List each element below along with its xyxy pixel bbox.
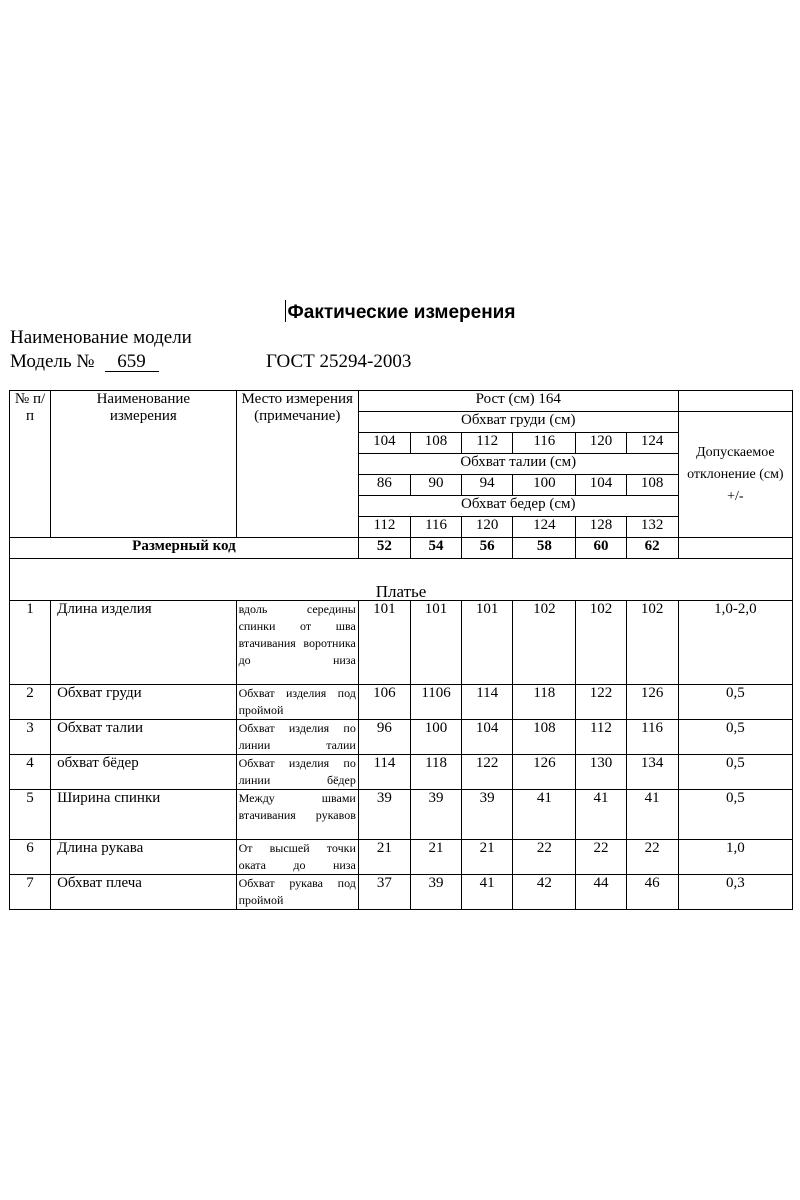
measurement-value: 41 xyxy=(576,790,626,840)
measurement-value: 102 xyxy=(626,601,678,685)
chest-value: 108 xyxy=(410,433,461,454)
size-code-empty xyxy=(678,538,792,559)
table-row xyxy=(10,720,793,755)
measurement-value: 41 xyxy=(513,790,576,840)
chest-value: 116 xyxy=(513,433,576,454)
col-header-num: № п/п xyxy=(10,391,51,538)
row-number: 1 xyxy=(10,601,51,685)
measurement-value: 96 xyxy=(358,720,410,755)
table-row xyxy=(10,601,793,685)
waist-value: 100 xyxy=(513,475,576,496)
waist-value: 90 xyxy=(410,475,461,496)
measurement-value: 101 xyxy=(358,601,410,685)
measurement-value: 134 xyxy=(626,755,678,790)
tolerance-value: 0,5 xyxy=(678,755,792,790)
measurement-name: Длина изделия xyxy=(51,601,236,685)
chest-value: 112 xyxy=(462,433,513,454)
size-code: 56 xyxy=(462,538,513,559)
size-code-row xyxy=(10,538,793,559)
chest-header: Обхват груди (см) xyxy=(358,412,678,433)
measurement-value: 100 xyxy=(410,720,461,755)
table-row xyxy=(10,790,793,840)
measurement-value: 22 xyxy=(626,840,678,875)
measurement-value: 126 xyxy=(626,685,678,720)
text-cursor xyxy=(285,300,286,322)
row-number: 7 xyxy=(10,875,51,910)
measurement-value: 1106 xyxy=(410,685,461,720)
height-header: Рост (см) 164 xyxy=(358,391,678,412)
measurement-value: 114 xyxy=(358,755,410,790)
measurement-name: Обхват талии xyxy=(51,720,236,755)
row-number: 4 xyxy=(10,755,51,790)
table-row xyxy=(10,875,793,910)
measurement-value: 41 xyxy=(462,875,513,910)
measurement-value: 21 xyxy=(462,840,513,875)
measurement-value: 37 xyxy=(358,875,410,910)
measurement-value: 101 xyxy=(410,601,461,685)
measurement-value: 122 xyxy=(462,755,513,790)
measurement-place: Обхват изделия по линии талии xyxy=(236,720,358,755)
section-title: Платье xyxy=(10,559,793,601)
gost-standard: ГОСТ 25294-2003 xyxy=(266,351,412,372)
size-code-label: Размерный код xyxy=(10,538,359,559)
measurement-value: 118 xyxy=(513,685,576,720)
measurement-value: 101 xyxy=(462,601,513,685)
measurement-place: Обхват изделия под проймой xyxy=(236,685,358,720)
tolerance-value: 0,5 xyxy=(678,685,792,720)
measurement-place: Между швами втачивания рукавов xyxy=(236,790,358,840)
hips-header: Обхват бедер (см) xyxy=(358,496,678,517)
tolerance-value: 1,0-2,0 xyxy=(678,601,792,685)
title-text: Фактические измерения xyxy=(287,302,516,323)
model-number: 659 xyxy=(105,353,159,372)
measurements-table xyxy=(9,390,793,910)
waist-header: Обхват талии (см) xyxy=(358,454,678,475)
measurement-value: 130 xyxy=(576,755,626,790)
measurement-value: 39 xyxy=(358,790,410,840)
tolerance-value: 1,0 xyxy=(678,840,792,875)
hips-value: 116 xyxy=(410,517,461,538)
measurement-value: 21 xyxy=(410,840,461,875)
row-number: 6 xyxy=(10,840,51,875)
waist-value: 86 xyxy=(358,475,410,496)
measurement-value: 44 xyxy=(576,875,626,910)
waist-value: 104 xyxy=(576,475,626,496)
tolerance-value: 0,5 xyxy=(678,720,792,755)
waist-value: 108 xyxy=(626,475,678,496)
size-code: 62 xyxy=(626,538,678,559)
hips-value: 132 xyxy=(626,517,678,538)
measurement-value: 108 xyxy=(513,720,576,755)
model-name-label: Наименование модели xyxy=(10,327,192,348)
page-title xyxy=(0,300,800,324)
measurement-value: 39 xyxy=(410,875,461,910)
measurement-value: 104 xyxy=(462,720,513,755)
tolerance-header-top xyxy=(678,391,792,412)
table-row xyxy=(10,685,793,720)
col-header-name: Наименование измерения xyxy=(51,391,236,538)
chest-value: 120 xyxy=(576,433,626,454)
table-row xyxy=(10,840,793,875)
measurement-value: 102 xyxy=(513,601,576,685)
measurement-name: обхват бёдер xyxy=(51,755,236,790)
hips-value: 112 xyxy=(358,517,410,538)
measurement-value: 114 xyxy=(462,685,513,720)
tolerance-header: Допускаемое отклонение (см) +/- xyxy=(678,412,792,538)
tolerance-value: 0,3 xyxy=(678,875,792,910)
measurement-value: 22 xyxy=(513,840,576,875)
chest-value: 124 xyxy=(626,433,678,454)
measurement-name: Длина рукава xyxy=(51,840,236,875)
hips-value: 128 xyxy=(576,517,626,538)
measurement-value: 116 xyxy=(626,720,678,755)
row-number: 3 xyxy=(10,720,51,755)
size-code: 60 xyxy=(576,538,626,559)
waist-value: 94 xyxy=(462,475,513,496)
chest-value: 104 xyxy=(358,433,410,454)
measurement-name: Ширина спинки xyxy=(51,790,236,840)
measurement-value: 46 xyxy=(626,875,678,910)
model-number-label: Модель № xyxy=(10,351,95,372)
measurement-value: 42 xyxy=(513,875,576,910)
size-code: 58 xyxy=(513,538,576,559)
measurement-place: Обхват рукава под проймой xyxy=(236,875,358,910)
measurement-value: 102 xyxy=(576,601,626,685)
model-number-line xyxy=(10,351,412,373)
measurement-value: 39 xyxy=(410,790,461,840)
measurement-value: 41 xyxy=(626,790,678,840)
measurement-value: 39 xyxy=(462,790,513,840)
measurement-name: Обхват плеча xyxy=(51,875,236,910)
tolerance-value: 0,5 xyxy=(678,790,792,840)
measurement-value: 106 xyxy=(358,685,410,720)
row-number: 2 xyxy=(10,685,51,720)
hips-value: 120 xyxy=(462,517,513,538)
measurement-value: 126 xyxy=(513,755,576,790)
col-header-place: Место измерения (примечание) xyxy=(236,391,358,538)
size-code: 52 xyxy=(358,538,410,559)
table-row xyxy=(10,755,793,790)
measurement-value: 22 xyxy=(576,840,626,875)
measurement-place: Обхват изделия по линии бёдер xyxy=(236,755,358,790)
measurement-value: 122 xyxy=(576,685,626,720)
measurement-place: вдоль середины спинки от шва втачивания воротника до низа xyxy=(236,601,358,685)
measurement-place: От высшей точки оката до низа xyxy=(236,840,358,875)
measurement-value: 112 xyxy=(576,720,626,755)
measurement-name: Обхват груди xyxy=(51,685,236,720)
size-code: 54 xyxy=(410,538,461,559)
measurement-value: 118 xyxy=(410,755,461,790)
hips-value: 124 xyxy=(513,517,576,538)
row-number: 5 xyxy=(10,790,51,840)
measurement-value: 21 xyxy=(358,840,410,875)
